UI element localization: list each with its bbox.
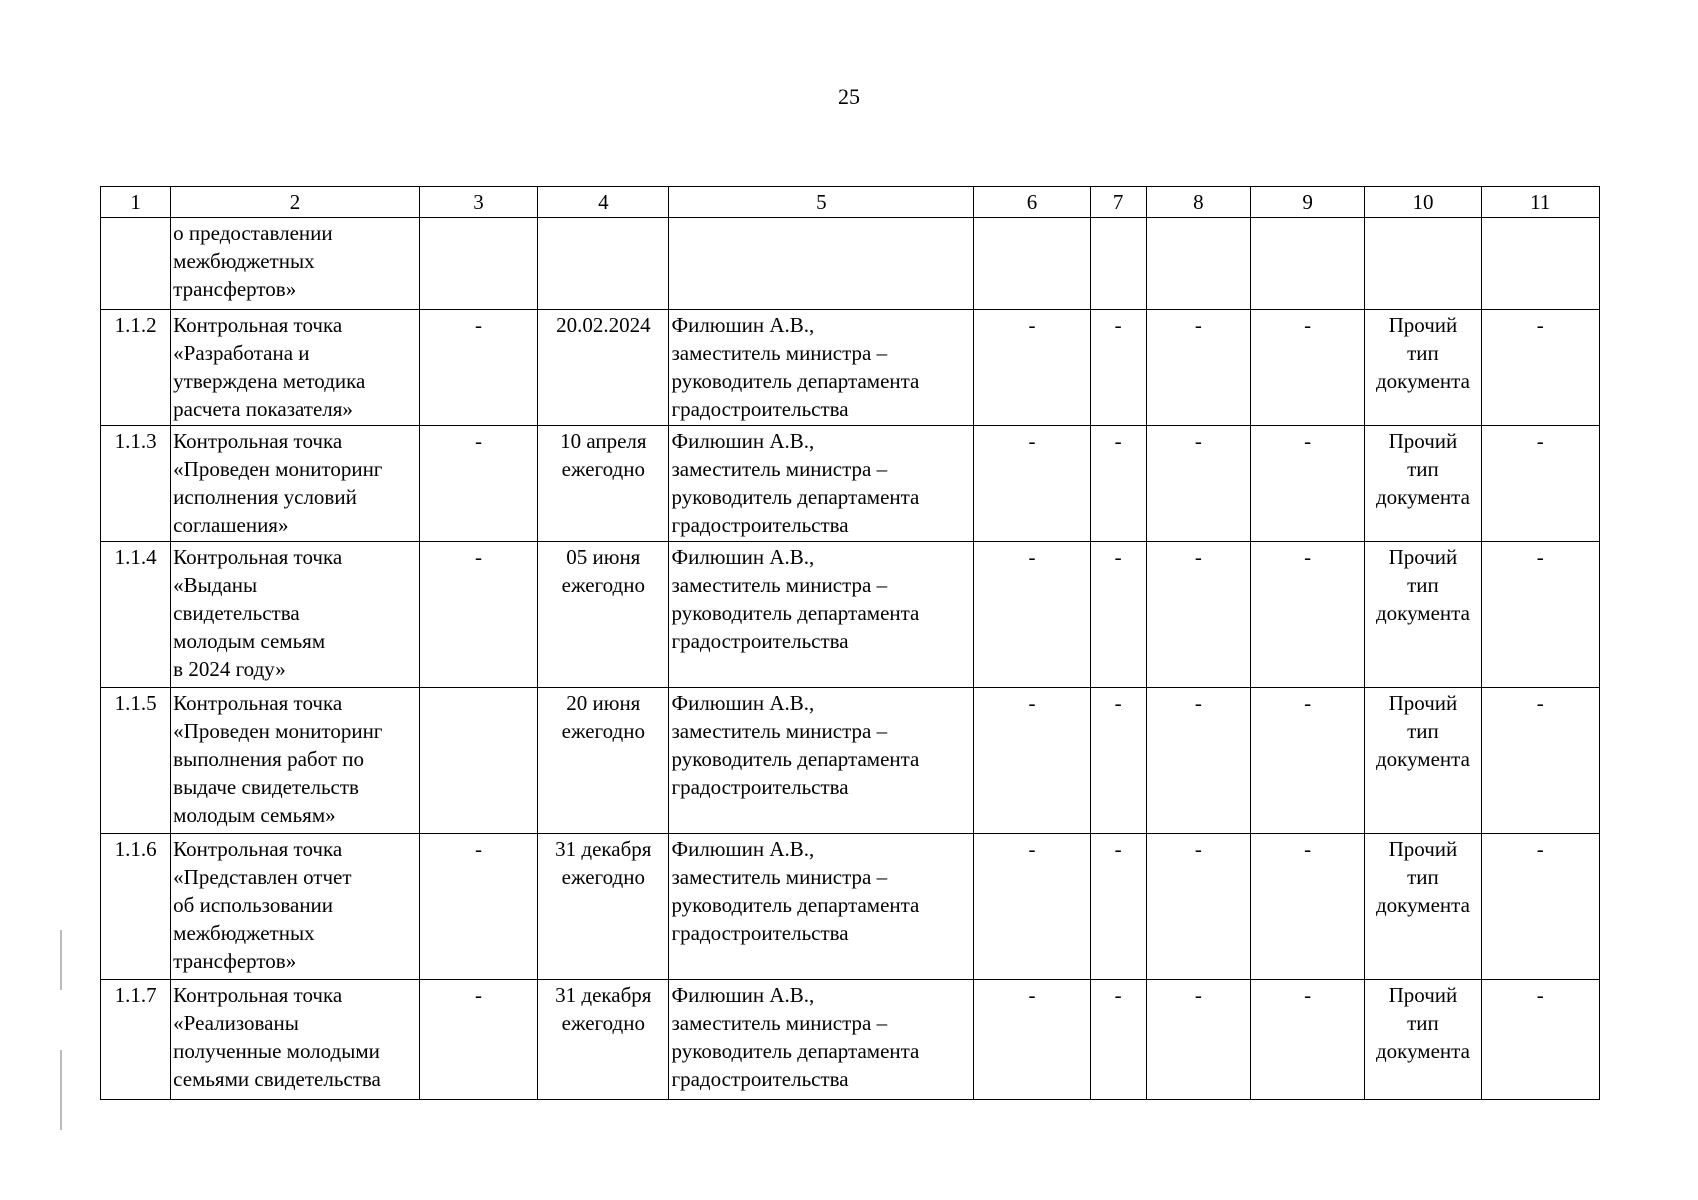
deadline-line: 20 июня <box>566 691 641 715</box>
control-point-name-cell <box>171 688 420 834</box>
dash-value: - <box>1114 837 1122 861</box>
document-type-cell <box>1365 542 1481 688</box>
control-point-name-line: межбюджетных <box>173 921 315 945</box>
row-number: 1.1.5 <box>114 691 157 715</box>
responsible-line: руководитель департамента <box>671 485 920 509</box>
dash-value: - <box>1114 313 1122 337</box>
continuation-row <box>101 218 1600 310</box>
dash-value: - <box>1194 983 1202 1007</box>
responsible-line: заместитель министра – <box>671 1011 888 1035</box>
row-number: 1.1.3 <box>114 429 157 453</box>
column-8-cell <box>1146 980 1250 1100</box>
column-9-cell <box>1251 980 1365 1100</box>
column-7-cell <box>1090 688 1146 834</box>
control-point-name-line: свидетельства <box>173 601 300 625</box>
responsible-cell <box>669 426 974 542</box>
column-6-cell <box>974 310 1090 426</box>
document-type-line: тип <box>1407 719 1439 743</box>
column-header-4: 4 <box>538 187 669 218</box>
document-type-cell <box>1365 688 1481 834</box>
responsible-cell <box>669 542 974 688</box>
document-type-line: тип <box>1407 1011 1439 1035</box>
control-point-name-line: семьями свидетельства <box>173 1067 381 1091</box>
dash-value: - <box>1304 691 1312 715</box>
empty-cell <box>1146 218 1250 310</box>
control-point-name-cell <box>171 218 420 310</box>
responsible-line: заместитель министра – <box>671 457 888 481</box>
dash-value: - <box>1304 313 1312 337</box>
table-row <box>101 542 1600 688</box>
table-row <box>101 426 1600 542</box>
control-point-name-line: Контрольная точка <box>173 983 343 1007</box>
column-9-cell <box>1251 426 1365 542</box>
deadline-line: 20.02.2024 <box>556 313 651 337</box>
control-point-name-line: выдаче свидетельств <box>173 775 359 799</box>
column-3-cell <box>419 980 537 1100</box>
empty-cell <box>419 218 537 310</box>
responsible-line: градостроительства <box>671 1067 849 1091</box>
document-type-line: документа <box>1375 601 1470 625</box>
row-number: 1.1.2 <box>114 313 157 337</box>
document-type-cell <box>1365 310 1481 426</box>
column-8-cell <box>1146 310 1250 426</box>
responsible-line: градостроительства <box>671 397 849 421</box>
table-header-row <box>101 187 1600 218</box>
control-point-name-line: расчета показателя» <box>173 397 353 421</box>
row-number-cell <box>101 542 171 688</box>
column-header-10: 10 <box>1365 187 1481 218</box>
document-type-cell <box>1365 426 1481 542</box>
document-type-line: Прочий <box>1388 983 1458 1007</box>
column-header-11: 11 <box>1481 187 1599 218</box>
column-9-cell <box>1251 542 1365 688</box>
dash-value: - <box>474 837 482 861</box>
control-point-name-cell <box>171 542 420 688</box>
responsible-line: заместитель министра – <box>671 341 888 365</box>
responsible-line: руководитель департамента <box>671 747 920 771</box>
empty-cell <box>974 218 1090 310</box>
dash-value: - <box>474 545 482 569</box>
deadline-cell <box>538 310 669 426</box>
column-header-7: 7 <box>1090 187 1146 218</box>
dash-value: - <box>1304 429 1312 453</box>
dash-value: - <box>1028 691 1036 715</box>
control-point-name-line: трансфертов» <box>173 949 297 973</box>
empty-cell <box>669 218 974 310</box>
column-6-cell <box>974 426 1090 542</box>
document-type-cell <box>1365 980 1481 1100</box>
control-point-name-line: «Реализованы <box>173 1011 299 1035</box>
table-row <box>101 834 1600 980</box>
column-7-cell <box>1090 426 1146 542</box>
column-7-cell <box>1090 980 1146 1100</box>
responsible-line: Филюшин А.В., <box>671 983 815 1007</box>
document-type-line: документа <box>1375 893 1470 917</box>
dash-value: - <box>474 313 482 337</box>
column-header-8: 8 <box>1146 187 1250 218</box>
column-11-cell <box>1481 834 1599 980</box>
responsible-line: заместитель министра – <box>671 865 888 889</box>
document-type-line: Прочий <box>1388 313 1458 337</box>
responsible-line: градостроительства <box>671 513 849 537</box>
row-number-cell <box>101 426 171 542</box>
row-number-cell <box>101 218 171 310</box>
column-3-cell <box>419 688 537 834</box>
control-point-name-line: трансфертов» <box>173 277 297 301</box>
deadline-line: 31 декабря <box>555 837 652 861</box>
deadline-line: ежегодно <box>561 719 645 743</box>
column-header-5: 5 <box>669 187 974 218</box>
dash-value: - <box>1028 313 1036 337</box>
column-11-cell <box>1481 688 1599 834</box>
column-9-cell <box>1251 310 1365 426</box>
responsible-line: градостроительства <box>671 921 849 945</box>
control-point-name-line: утверждена методика <box>173 369 366 393</box>
control-point-name-line: Контрольная точка <box>173 545 343 569</box>
responsible-line: Филюшин А.В., <box>671 545 815 569</box>
document-type-line: Прочий <box>1388 545 1458 569</box>
column-11-cell <box>1481 542 1599 688</box>
document-type-line: тип <box>1407 457 1439 481</box>
deadline-cell <box>538 980 669 1100</box>
deadline-line: 05 июня <box>566 545 641 569</box>
responsible-line: заместитель министра – <box>671 573 888 597</box>
document-type-line: тип <box>1407 341 1439 365</box>
deadline-line: ежегодно <box>561 573 645 597</box>
control-point-name-cell <box>171 834 420 980</box>
responsible-line: Филюшин А.В., <box>671 837 815 861</box>
dash-value: - <box>1536 545 1544 569</box>
document-type-line: Прочий <box>1388 691 1458 715</box>
control-point-name-line: «Выданы <box>173 573 258 597</box>
page-number: 25 <box>838 84 860 109</box>
column-9-cell <box>1251 688 1365 834</box>
table-row <box>101 980 1600 1100</box>
empty-cell <box>1481 218 1599 310</box>
control-point-name-line: «Разработана и <box>173 341 310 365</box>
deadline-cell <box>538 426 669 542</box>
control-point-name-line: в 2024 году» <box>173 657 286 681</box>
dash-value: - <box>1114 545 1122 569</box>
dash-value: - <box>1194 313 1202 337</box>
dash-value: - <box>1194 837 1202 861</box>
control-point-name-line: Контрольная точка <box>173 429 343 453</box>
row-number: 1.1.7 <box>114 983 157 1007</box>
column-header-1: 1 <box>101 187 171 218</box>
dash-value: - <box>1304 983 1312 1007</box>
deadline-line: ежегодно <box>561 1011 645 1035</box>
control-point-name-line: соглашения» <box>173 513 289 537</box>
dash-value: - <box>1536 313 1544 337</box>
column-3-cell <box>419 542 537 688</box>
dash-value: - <box>1304 545 1312 569</box>
document-type-line: Прочий <box>1388 837 1458 861</box>
dash-value: - <box>474 429 482 453</box>
dash-value: - <box>1028 545 1036 569</box>
document-type-cell <box>1365 834 1481 980</box>
empty-cell <box>1251 218 1365 310</box>
dash-value: - <box>1304 837 1312 861</box>
deadline-line: 31 декабря <box>555 983 652 1007</box>
row-number-cell <box>101 980 171 1100</box>
empty-cell <box>1090 218 1146 310</box>
control-points-table <box>100 186 1600 1100</box>
control-point-name-line: молодым семьям» <box>173 803 336 827</box>
column-3-cell <box>419 310 537 426</box>
dash-value: - <box>1114 691 1122 715</box>
control-point-name-cell <box>171 980 420 1100</box>
column-8-cell <box>1146 426 1250 542</box>
dash-value: - <box>1536 429 1544 453</box>
dash-value: - <box>1114 429 1122 453</box>
empty-cell <box>1365 218 1481 310</box>
responsible-line: руководитель департамента <box>671 893 920 917</box>
column-9-cell <box>1251 834 1365 980</box>
column-8-cell <box>1146 834 1250 980</box>
control-point-name-line: полученные молодыми <box>173 1039 380 1063</box>
responsible-line: градостроительства <box>671 775 849 799</box>
document-type-line: документа <box>1375 485 1470 509</box>
control-point-name-line: о предоставлении <box>173 221 333 245</box>
row-number-cell <box>101 688 171 834</box>
row-number: 1.1.4 <box>114 545 157 569</box>
document-type-line: Прочий <box>1388 429 1458 453</box>
document-type-line: документа <box>1375 747 1470 771</box>
document-type-line: тип <box>1407 865 1439 889</box>
dash-value: - <box>1028 983 1036 1007</box>
responsible-cell <box>669 688 974 834</box>
control-point-name-line: «Проведен мониторинг <box>173 457 383 481</box>
control-point-name-cell <box>171 426 420 542</box>
responsible-line: Филюшин А.В., <box>671 691 815 715</box>
column-11-cell <box>1481 426 1599 542</box>
dash-value: - <box>1114 983 1122 1007</box>
responsible-line: руководитель департамента <box>671 1039 920 1063</box>
dash-value: - <box>1028 837 1036 861</box>
responsible-line: руководитель департамента <box>671 369 920 393</box>
responsible-cell <box>669 834 974 980</box>
control-point-name-line: «Проведен мониторинг <box>173 719 383 743</box>
dash-value: - <box>1536 983 1544 1007</box>
control-point-name-line: Контрольная точка <box>173 313 343 337</box>
column-7-cell <box>1090 542 1146 688</box>
row-number-cell <box>101 310 171 426</box>
document-type-line: документа <box>1375 369 1470 393</box>
empty-cell <box>538 218 669 310</box>
column-7-cell <box>1090 310 1146 426</box>
column-header-6: 6 <box>974 187 1090 218</box>
column-header-3: 3 <box>419 187 537 218</box>
responsible-line: градостроительства <box>671 629 849 653</box>
column-6-cell <box>974 688 1090 834</box>
column-6-cell <box>974 834 1090 980</box>
column-8-cell <box>1146 688 1250 834</box>
column-header-9: 9 <box>1251 187 1365 218</box>
row-number-cell <box>101 834 171 980</box>
column-3-cell <box>419 834 537 980</box>
dash-value: - <box>1194 545 1202 569</box>
column-3-cell <box>419 426 537 542</box>
deadline-cell <box>538 542 669 688</box>
document-type-line: документа <box>1375 1039 1470 1063</box>
dash-value: - <box>474 983 482 1007</box>
column-6-cell <box>974 980 1090 1100</box>
deadline-line: 10 апреля <box>560 429 647 453</box>
column-7-cell <box>1090 834 1146 980</box>
responsible-cell <box>669 310 974 426</box>
scan-artifact <box>60 930 62 990</box>
control-point-name-line: об использовании <box>173 893 334 917</box>
control-point-name-line: Контрольная точка <box>173 837 343 861</box>
dash-value: - <box>1194 691 1202 715</box>
control-point-name-line: выполнения работ по <box>173 747 364 771</box>
control-point-name-cell <box>171 310 420 426</box>
responsible-line: руководитель департамента <box>671 601 920 625</box>
control-point-name-line: Контрольная точка <box>173 691 343 715</box>
document-type-line: тип <box>1407 573 1439 597</box>
scan-artifact <box>60 1050 62 1130</box>
column-6-cell <box>974 542 1090 688</box>
deadline-line: ежегодно <box>561 457 645 481</box>
table-row <box>101 688 1600 834</box>
deadline-line: ежегодно <box>561 865 645 889</box>
column-header-2: 2 <box>171 187 420 218</box>
row-number: 1.1.6 <box>114 837 157 861</box>
control-point-name-line: межбюджетных <box>173 249 315 273</box>
responsible-line: Филюшин А.В., <box>671 429 815 453</box>
deadline-cell <box>538 834 669 980</box>
deadline-cell <box>538 688 669 834</box>
dash-value: - <box>1536 691 1544 715</box>
control-point-name-line: «Представлен отчет <box>173 865 352 889</box>
dash-value: - <box>1028 429 1036 453</box>
responsible-cell <box>669 980 974 1100</box>
control-point-name-line: молодым семьям <box>173 629 326 653</box>
control-point-name-line: исполнения условий <box>173 485 357 509</box>
column-8-cell <box>1146 542 1250 688</box>
responsible-line: Филюшин А.В., <box>671 313 815 337</box>
dash-value: - <box>1194 429 1202 453</box>
column-11-cell <box>1481 310 1599 426</box>
dash-value: - <box>1536 837 1544 861</box>
responsible-line: заместитель министра – <box>671 719 888 743</box>
table-row <box>101 310 1600 426</box>
column-11-cell <box>1481 980 1599 1100</box>
